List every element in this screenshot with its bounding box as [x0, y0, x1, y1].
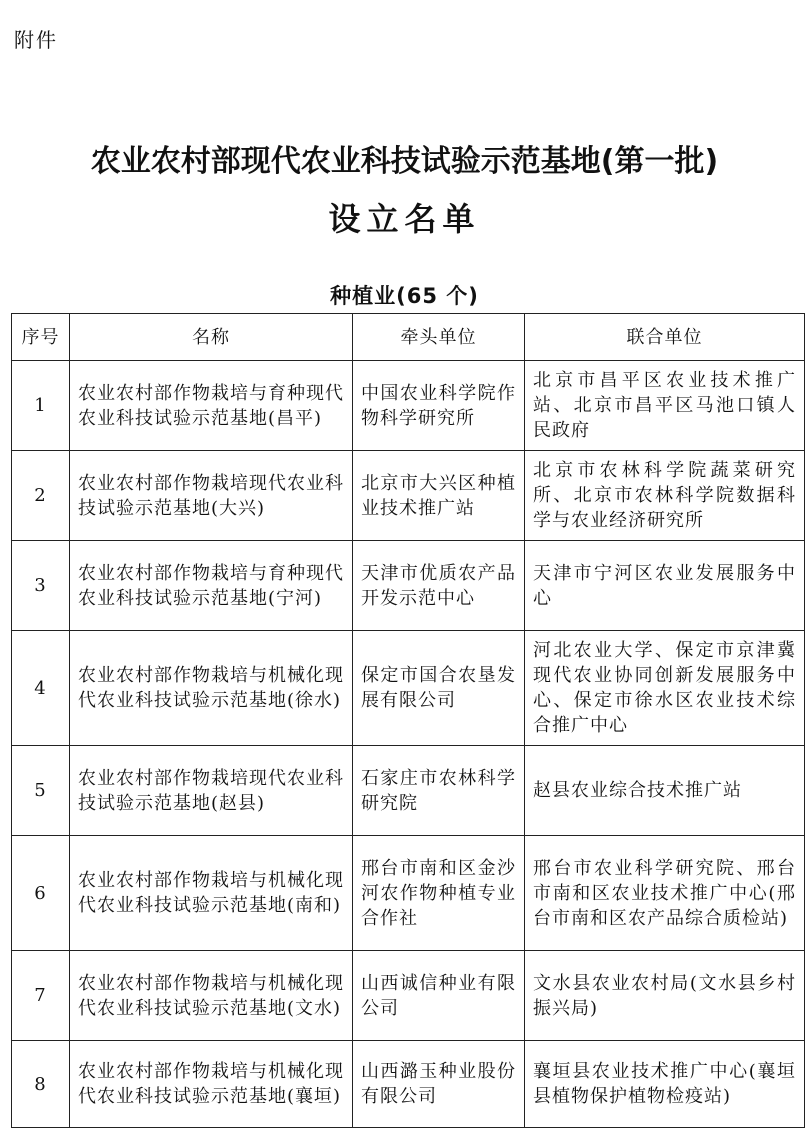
base-name: 农业农村部作物栽培现代农业科技试验示范基地(大兴): [70, 451, 353, 541]
base-name: 农业农村部作物栽培与机械化现代农业科技试验示范基地(徐水): [70, 631, 353, 746]
partner-unit: 北京市昌平区农业技术推广站、北京市昌平区马池口镇人民政府: [525, 361, 805, 451]
row-index: 7: [12, 951, 70, 1041]
table-row: [12, 746, 805, 836]
lead-unit: 石家庄市农林科学研究院: [353, 746, 525, 836]
column-header-lead-unit: 牵头单位: [353, 314, 525, 361]
partner-unit: 北京市农林科学院蔬菜研究所、北京市农林科学院数据科学与农业经济研究所: [525, 451, 805, 541]
base-name: 农业农村部作物栽培与机械化现代农业科技试验示范基地(襄垣): [70, 1041, 353, 1128]
column-header-name: 名称: [70, 314, 353, 361]
row-index: 3: [12, 541, 70, 631]
column-header-partner-unit: 联合单位: [525, 314, 805, 361]
partner-unit: 文水县农业农村局(文水县乡村振兴局): [525, 951, 805, 1041]
column-header-index: 序号: [12, 314, 70, 361]
row-index: 6: [12, 836, 70, 951]
row-index: 4: [12, 631, 70, 746]
table-row: [12, 631, 805, 746]
lead-unit: 山西潞玉种业股份有限公司: [353, 1041, 525, 1128]
table-row: [12, 1041, 805, 1128]
table-row: [12, 951, 805, 1041]
section-heading: 种植业(65 个): [330, 284, 479, 308]
row-index: 8: [12, 1041, 70, 1128]
partner-unit: 赵县农业综合技术推广站: [525, 746, 805, 836]
table-header-row: [12, 314, 805, 361]
table-row: [12, 361, 805, 451]
partner-unit: 邢台市农业科学研究院、邢台市南和区农业技术推广中心(邢台市南和区农产品综合质检站): [525, 836, 805, 951]
base-name: 农业农村部作物栽培现代农业科技试验示范基地(赵县): [70, 746, 353, 836]
partner-unit: 襄垣县农业技术推广中心(襄垣县植物保护植物检疫站): [525, 1041, 805, 1128]
table-row: [12, 451, 805, 541]
row-index: 1: [12, 361, 70, 451]
lead-unit: 北京市大兴区种植业技术推广站: [353, 451, 525, 541]
base-name: 农业农村部作物栽培与育种现代农业科技试验示范基地(宁河): [70, 541, 353, 631]
base-name: 农业农村部作物栽培与育种现代农业科技试验示范基地(昌平): [70, 361, 353, 451]
base-name: 农业农村部作物栽培与机械化现代农业科技试验示范基地(文水): [70, 951, 353, 1041]
partner-unit: 天津市宁河区农业发展服务中心: [525, 541, 805, 631]
lead-unit: 山西诚信种业有限公司: [353, 951, 525, 1041]
document-title: 农业农村部现代农业科技试验示范基地(第一批): [90, 144, 719, 179]
lead-unit: 邢台市南和区金沙河农作物种植专业合作社: [353, 836, 525, 951]
lead-unit: 保定市国合农垦发展有限公司: [353, 631, 525, 746]
lead-unit: 天津市优质农产品开发示范中心: [353, 541, 525, 631]
attachment-label: 附件: [14, 28, 58, 52]
table-row: [12, 836, 805, 951]
row-index: 2: [12, 451, 70, 541]
base-list-table: [11, 313, 805, 1128]
base-name: 农业农村部作物栽培与机械化现代农业科技试验示范基地(南和): [70, 836, 353, 951]
partner-unit: 河北农业大学、保定市京津冀现代农业协同创新发展服务中心、保定市徐水区农业技术综合推广中心: [525, 631, 805, 746]
table-row: [12, 541, 805, 631]
document-subtitle: 设立名单: [328, 200, 481, 238]
lead-unit: 中国农业科学院作物科学研究所: [353, 361, 525, 451]
row-index: 5: [12, 746, 70, 836]
